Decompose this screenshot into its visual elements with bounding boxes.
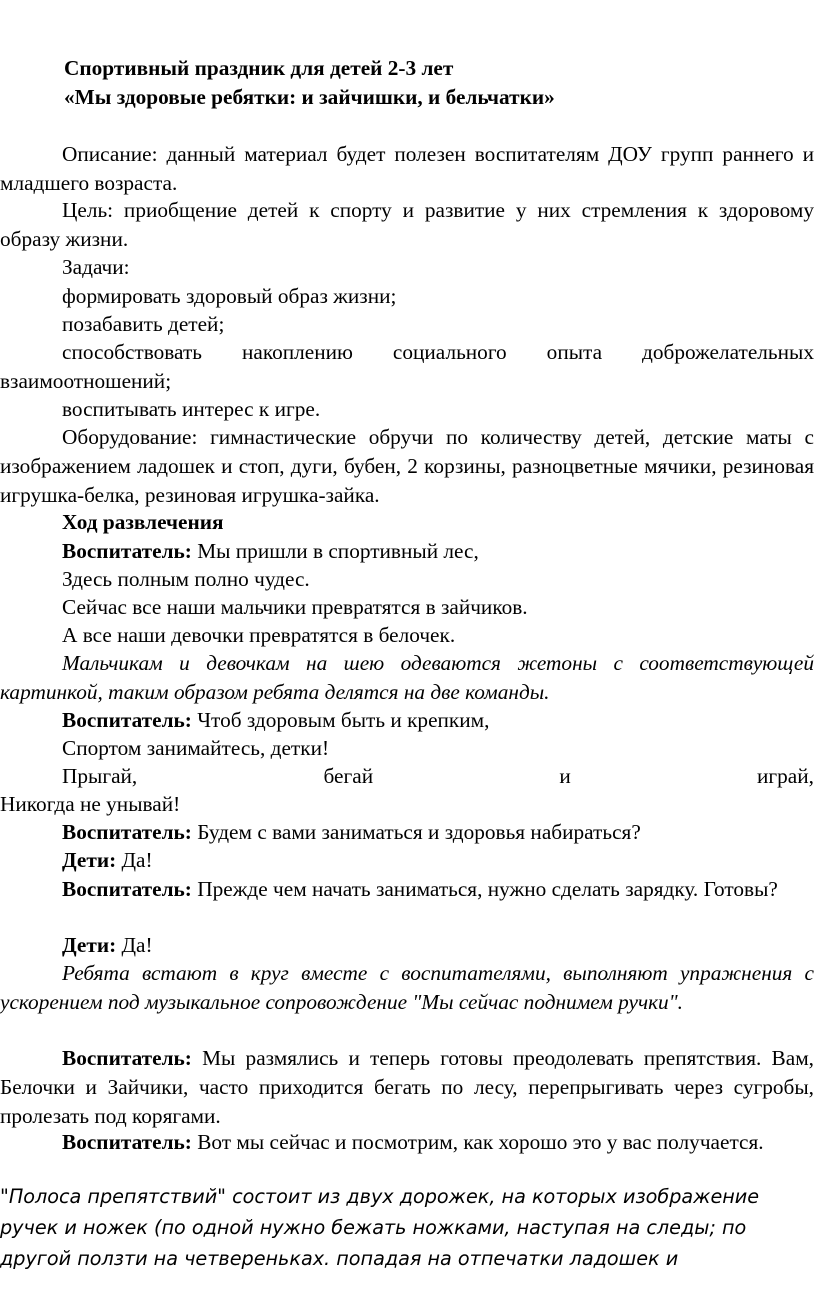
goal-paragraph: Цель: приобщение детей к спорту и развитие у них стремления к здоровому образу жизни. xyxy=(0,198,814,251)
verse-word: Прыгай, xyxy=(62,764,138,788)
speech-text: Да! xyxy=(121,848,153,872)
speech-text: Мы пришли в спортивный лес, xyxy=(197,539,479,563)
obstacle-course-line: ручек и ножек (по одной нужно бежать ножками, наступая на следы; по xyxy=(0,1216,747,1239)
dialogue-line xyxy=(62,818,641,847)
verse-line: Сейчас все наши мальчики превратятся в зайчиков. xyxy=(62,595,528,619)
tasks-label: Задачи: xyxy=(62,255,130,279)
task-item: воспитывать интерес к игре. xyxy=(62,397,321,421)
dialogue-paragraph xyxy=(0,1044,814,1131)
verse-word: бегай xyxy=(323,764,374,788)
obstacle-course-line: другой ползти на четвереньках. попадая на отпечатки ладошек и xyxy=(0,1247,679,1270)
speech-text: Чтоб здоровым быть и крепким, xyxy=(197,708,490,732)
section-heading: Ход развлечения xyxy=(62,510,224,534)
dialogue-paragraph xyxy=(0,875,814,904)
dialogue-line xyxy=(62,846,153,875)
verse-line: Здесь полным полно чудес. xyxy=(62,567,310,591)
stage-direction: Мальчикам и девочкам на шею одеваются жетоны с соответствующей картинкой, таким образом ребята делятся на две команды. xyxy=(0,651,814,704)
speaker-label: Дети: xyxy=(62,933,117,957)
obstacle-course-line: "Полоса препятствий" состоит из двух дорожек, на которых изображение xyxy=(0,1185,760,1208)
title-line-2: «Мы здоровые ребятки: и зайчишки, и бельчатки» xyxy=(64,85,555,109)
verse-line: А все наши девочки превратятся в белочек. xyxy=(62,623,456,647)
stage-direction: Ребята встают в круг вместе с воспитателями, выполняют упражнения с ускорением под музыкальное сопровождение "Мы сейчас поднимем ручки". xyxy=(0,961,814,1014)
verse-word: и xyxy=(559,764,571,788)
task-item: формировать здоровый образ жизни; xyxy=(62,284,397,308)
speech-text: Будем с вами заниматься и здоровья набираться? xyxy=(197,820,641,844)
verse-line: Спортом занимайтесь, детки! xyxy=(62,736,330,760)
speech-text: Да! xyxy=(121,933,153,957)
speaker-label: Воспитатель: xyxy=(62,877,192,901)
speaker-label: Воспитатель: xyxy=(62,539,192,563)
verse-line-justified xyxy=(62,762,814,791)
speech-text: Прежде чем начать заниматься, нужно сделать зарядку. Готовы? xyxy=(197,877,778,901)
speaker-label: Воспитатель: xyxy=(62,1130,192,1154)
equipment-paragraph: Оборудование: гимнастические обручи по количеству детей, детские маты с изображением ладошек и стоп, дуги, бубен, 2 корзины, разноцветные мячики, резиновая игрушка-белка, резиновая игрушка-зайка. xyxy=(0,425,814,507)
speaker-label: Воспитатель: xyxy=(62,1046,192,1070)
dialogue-line xyxy=(62,706,489,735)
speech-text: Мы размялись и теперь готовы преодолевать препятствия. Вам, Белочки и Зайчики, часто приходится бегать по лесу, перепрыгивать через сугробы, пролезать под корягами. xyxy=(0,1046,815,1128)
dialogue-line xyxy=(62,537,479,566)
dialogue-paragraph xyxy=(0,1128,814,1157)
speech-text: Вот мы сейчас и посмотрим, как хорошо это у вас получается. xyxy=(197,1130,764,1154)
speaker-label: Воспитатель: xyxy=(62,820,192,844)
speaker-label: Воспитатель: xyxy=(62,708,192,732)
dialogue-line xyxy=(62,931,153,960)
verse-line: Никогда не унывай! xyxy=(0,792,181,816)
verse-word: играй, xyxy=(757,764,814,788)
description-paragraph: Описание: данный материал будет полезен воспитателям ДОУ групп раннего и младшего возраста. xyxy=(0,142,814,195)
task-item: способствовать накоплению социального опыта доброжелательных взаимоотношений; xyxy=(0,340,814,393)
task-item: позабавить детей; xyxy=(62,312,225,336)
title-line-1: Спортивный праздник для детей 2-3 лет xyxy=(64,56,454,80)
speaker-label: Дети: xyxy=(62,848,117,872)
